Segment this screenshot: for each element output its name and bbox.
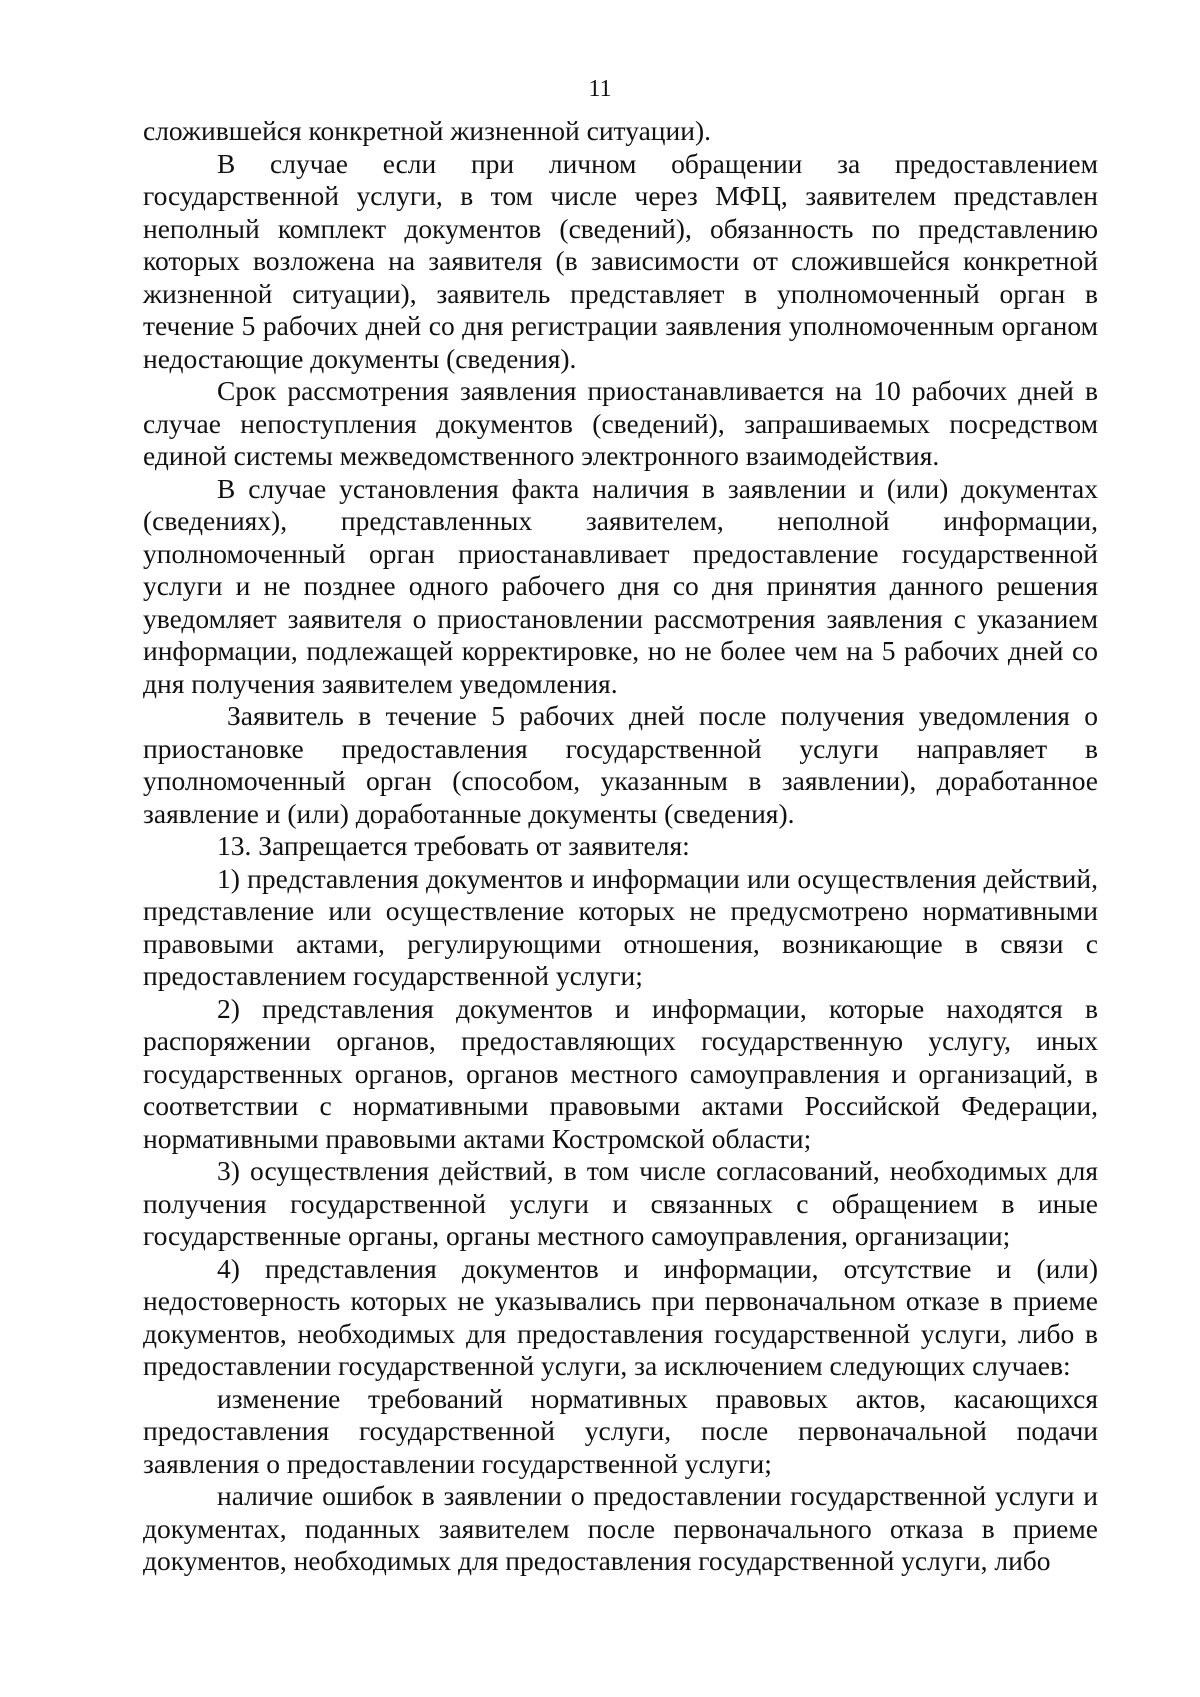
paragraph-continuation: сложившейся конкретной жизненной ситуации). xyxy=(143,115,711,146)
body-text xyxy=(143,115,1098,1578)
list-item-3: 3) осуществления действий, в том числе согласований, необходимых для получения государственной услуги и связанных с обращением в иные государственные органы, органы местного самоуправления, организации; xyxy=(143,1155,1098,1251)
list-item-1: 1) представления документов и информации или осуществления действий, представление или осуществление которых не предусмотрено нормативными правовыми актами, регулирующими отношения, возникающие в связи с предоставлением государственной услуги; xyxy=(143,862,1098,991)
paragraph-suspension-period: Срок рассмотрения заявления приостанавливается на 10 рабочих дней в случае непоступления документов (сведений), запрашиваемых посредством единой системы межведомственного электронного взаимодействия. xyxy=(143,375,1098,471)
exception-case-2: наличие ошибок в заявлении о предоставлении государственной услуги и документах, поданных заявителем после первоначального отказа в приеме документов, необходимых для предоставления государственной услуги, либо xyxy=(143,1480,1098,1576)
list-item-4: 4) представления документов и информации, отсутствие и (или) недостоверность которых не указывались при первоначальном отказе в приеме документов, необходимых для предоставления государственной услуги, либо в предоставлении государственной услуги, за исключением следующих случаев: xyxy=(143,1252,1098,1381)
paragraph-applicant-resubmission: Заявитель в течение 5 рабочих дней после получения уведомления о приостановке предоставления государственной услуги направляет в уполномоченный орган (способом, указанным в заявлении), доработанное заявление и (или) доработанные документы (сведения). xyxy=(143,700,1098,829)
page-number: 11 xyxy=(588,76,612,102)
section-13-heading: 13. Запрещается требовать от заявителя: xyxy=(217,830,690,861)
paragraph-incomplete-information: В случае установления факта наличия в заявлении и (или) документах (сведениях), представленных заявителем, неполной информации, уполномоченный орган приостанавливает предоставление государственной услуги и не позднее одного рабочего дня со дня принятия данного решения уведомляет заявителя о приостановлении рассмотрения заявления с указанием информации, подлежащей корректировке, но не более чем на 5 рабочих дней со дня получения заявителем уведомления. xyxy=(143,472,1098,699)
exception-case-1: изменение требований нормативных правовых актов, касающихся предоставления государственной услуги, после первоначальной подачи заявления о предоставлении государственной услуги; xyxy=(143,1382,1098,1479)
paragraph-incomplete-documents: В случае если при личном обращении за предоставлением государственной услуги, в том числе через МФЦ, заявителем представлен неполный комплект документов (сведений), обязанность по представлению которых возложена на заявителя (в зависимости от сложившейся конкретной жизненной ситуации), заявитель представляет в уполномоченный орган в течение 5 рабочих дней со дня регистрации заявления уполномоченным органом недостающие документы (сведения). xyxy=(143,147,1098,374)
list-item-2: 2) представления документов и информации, которые находятся в распоряжении органов, предоставляющих государственную услугу, иных государственных органов, органов местного самоуправления и организаций, в соответствии с нормативными правовыми актами Российской Федерации, нормативными правовыми актами Костромской области; xyxy=(143,992,1098,1154)
